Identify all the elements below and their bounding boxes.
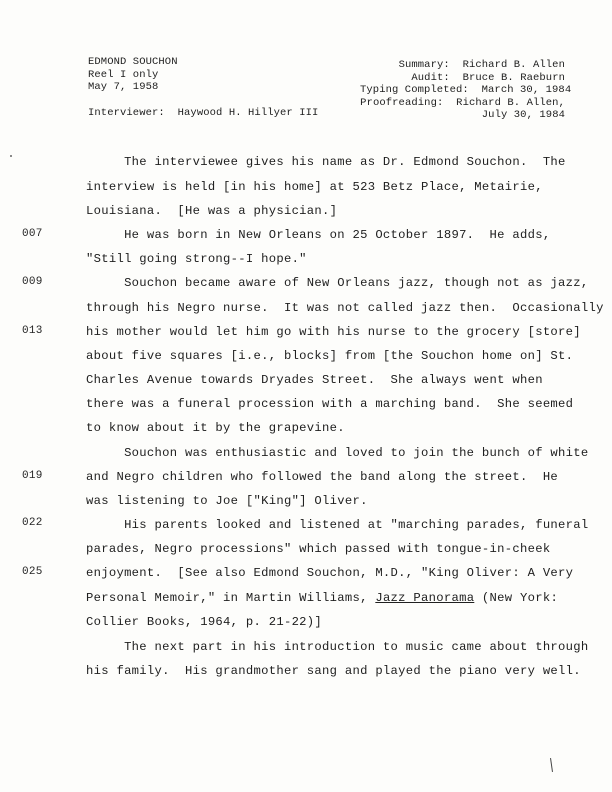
body-line: his family. His grandmother sang and played the piano very well. bbox=[86, 664, 581, 678]
body-line: "Still going strong--I hope." bbox=[86, 252, 307, 266]
body-line: The interviewee gives his name as Dr. Edmond Souchon. The bbox=[86, 155, 566, 169]
body-line-start: Personal Memoir," in Martin Williams, bbox=[86, 591, 376, 605]
body-line: about five squares [i.e., blocks] from [the Souchon home on] St. bbox=[86, 349, 574, 363]
body-line: parades, Negro processions" which passed with tongue-in-cheek bbox=[86, 542, 551, 556]
body-line: his mother would let him go with his nurse to the grocery [store] bbox=[86, 325, 581, 339]
proofreading-credit: Proofreading: Richard B. Allen, bbox=[360, 96, 565, 109]
tape-number: 007 bbox=[22, 228, 43, 240]
scan-speck bbox=[10, 155, 12, 157]
tape-number: 019 bbox=[22, 470, 43, 482]
body-line: interview is held [in his home] at 523 Betz Place, Metairie, bbox=[86, 180, 543, 194]
summary-credit: Summary: Richard B. Allen bbox=[398, 59, 565, 71]
interviewer-line: Interviewer: Haywood H. Hillyer III bbox=[88, 107, 319, 119]
body-line: Souchon was enthusiastic and loved to join the bunch of white bbox=[86, 446, 589, 460]
body-line: Souchon became aware of New Orleans jazz, though not as jazz, bbox=[86, 276, 589, 290]
body-line-with-title bbox=[86, 591, 558, 605]
body-line: Collier Books, 1964, p. 21-22)] bbox=[86, 615, 323, 629]
body-line: and Negro children who followed the band along the street. He bbox=[86, 470, 559, 484]
body-line: to know about it by the grapevine. bbox=[86, 421, 345, 435]
body-line: His parents looked and listened at "marching parades, funeral bbox=[86, 518, 589, 532]
body-line: He was born in New Orleans on 25 October 1897. He adds, bbox=[86, 228, 551, 242]
tape-number: 022 bbox=[22, 517, 43, 529]
header-left bbox=[88, 56, 178, 94]
interviewee-name: EDMOND SOUCHON bbox=[88, 56, 178, 68]
body-line-tail: (New York: bbox=[474, 591, 559, 605]
tape-number: 013 bbox=[22, 325, 43, 337]
body-line: was listening to Joe ["King"] Oliver. bbox=[86, 494, 368, 508]
body-line: The next part in his introduction to music came about through bbox=[86, 640, 589, 654]
header-right bbox=[360, 59, 572, 122]
body-line: there was a funeral procession with a marching band. She seemed bbox=[86, 397, 574, 411]
tape-number: 025 bbox=[22, 566, 43, 578]
interview-date: May 7, 1958 bbox=[88, 81, 159, 93]
tape-number: 009 bbox=[22, 276, 43, 288]
typing-credit: Typing Completed: March 30, 1984 bbox=[360, 84, 572, 96]
body-line: through his Negro nurse. It was not called jazz then. Occasionally bbox=[86, 301, 604, 315]
body-line: Louisiana. [He was a physician.] bbox=[86, 204, 338, 218]
book-title: Jazz Panorama bbox=[375, 591, 475, 605]
proofreading-date: July 30, 1984 bbox=[481, 109, 565, 121]
reel-label: Reel I only bbox=[88, 68, 159, 81]
pen-mark bbox=[550, 758, 553, 772]
audit-credit: Audit: Bruce B. Raeburn bbox=[411, 71, 565, 84]
body-line: Charles Avenue towards Dryades Street. She always went when bbox=[86, 373, 543, 387]
body-line: enjoyment. [See also Edmond Souchon, M.D., "King Oliver: A Very bbox=[86, 566, 574, 580]
